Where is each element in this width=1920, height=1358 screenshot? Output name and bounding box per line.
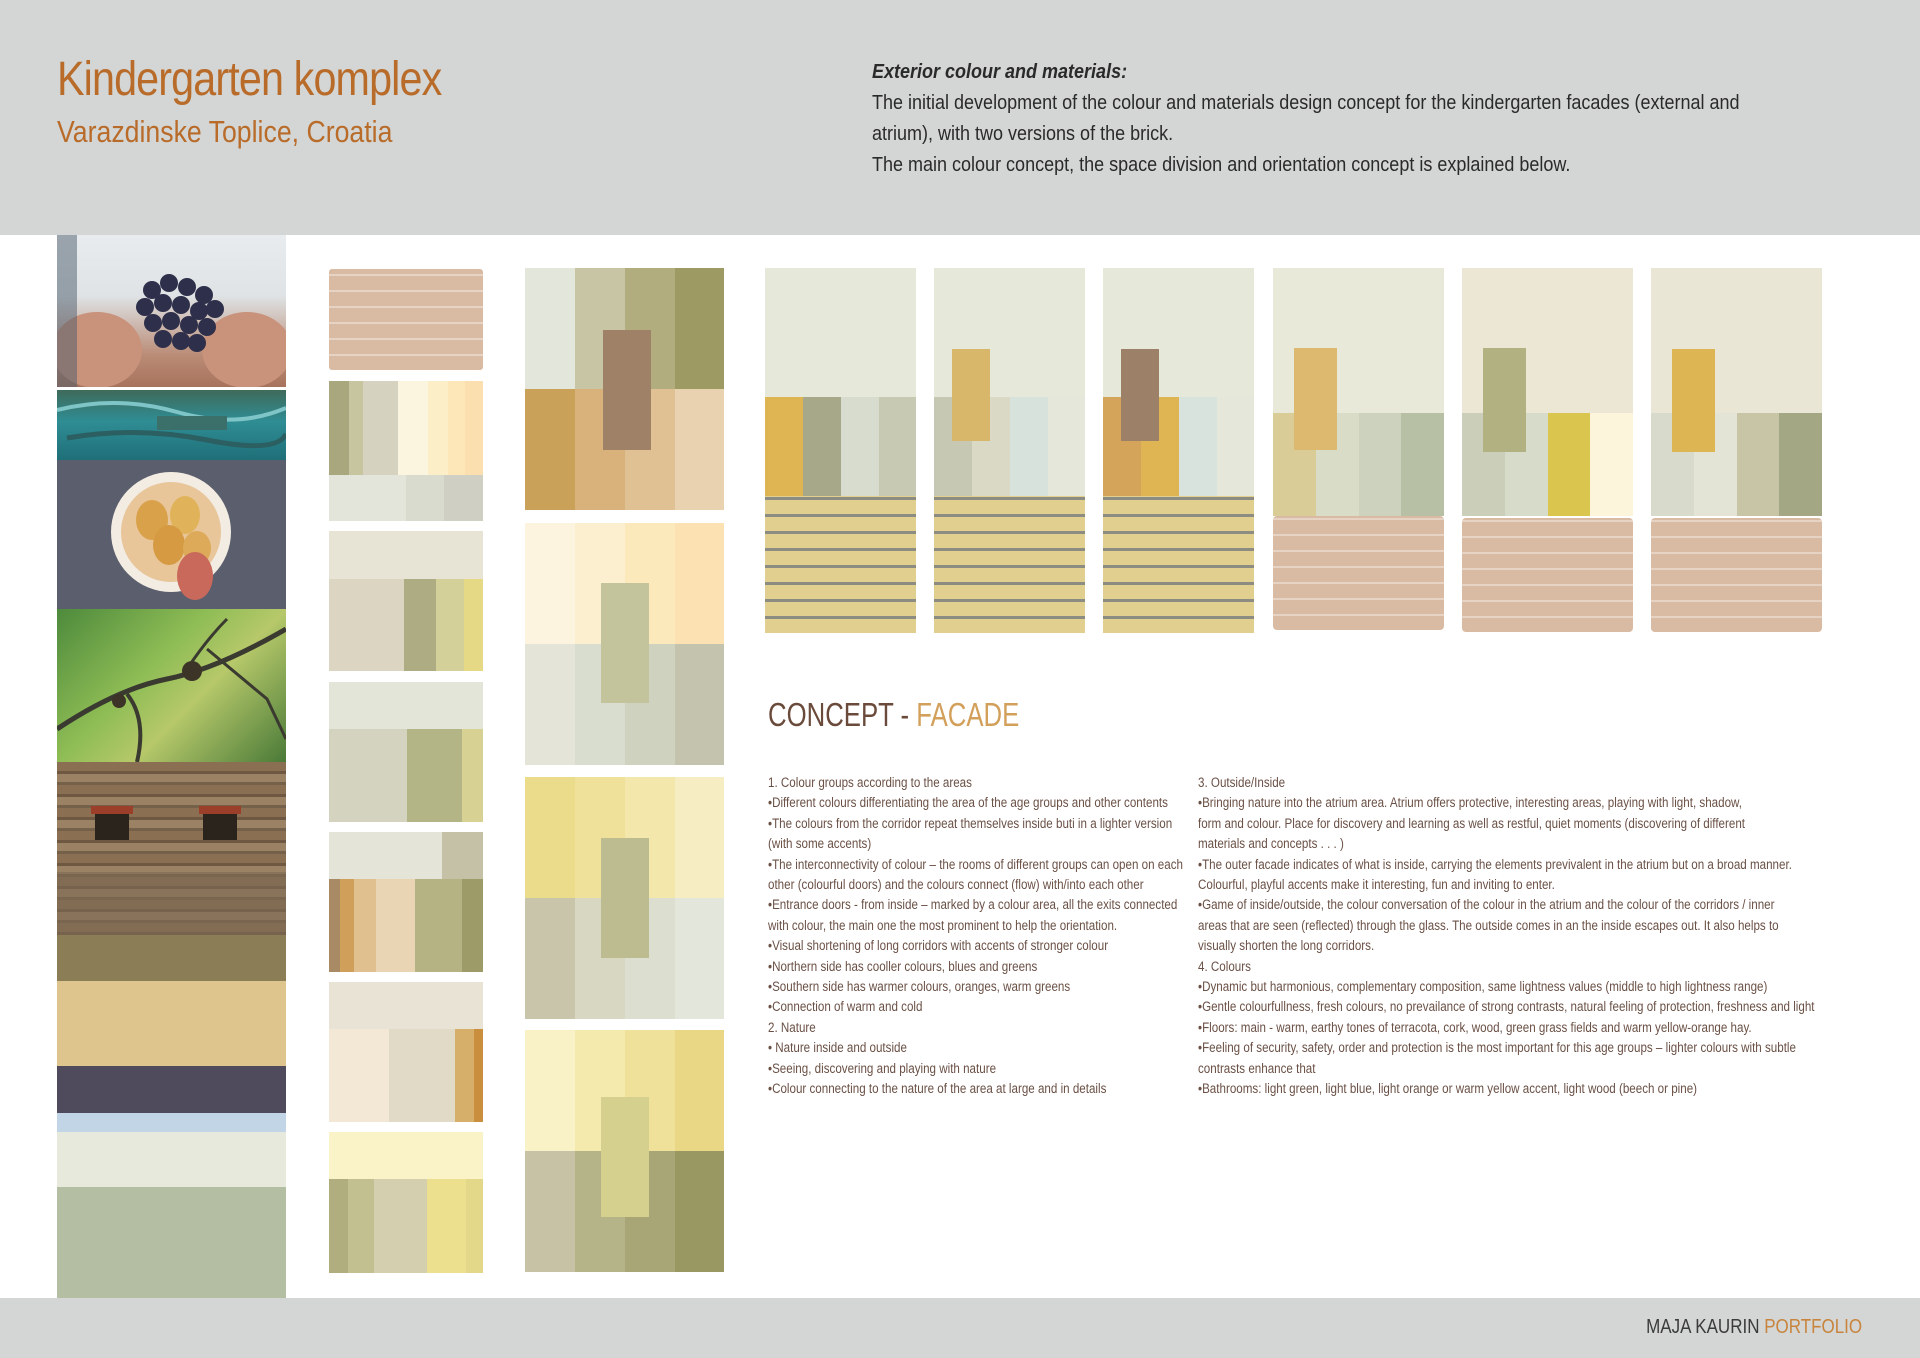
note-line: •The colours from the corridor repeat themselves inside buti in a lighter version — [768, 815, 1173, 831]
door-accent — [601, 583, 649, 703]
note-line: contrasts enhance that — [1198, 1060, 1316, 1076]
facade-variant-3 — [1103, 268, 1254, 633]
facade-variant-1 — [765, 268, 916, 633]
note-line: other (colourful doors) and the colours connect (flow) with/into each other — [768, 877, 1144, 893]
mood-strip-mist — [57, 1132, 286, 1187]
door-accent — [1672, 349, 1715, 452]
intro-text — [872, 57, 1772, 181]
mood-column — [57, 235, 286, 1298]
mood-strip-plum — [57, 1066, 286, 1113]
brick-yellow — [934, 496, 1085, 633]
door-scheme-2 — [525, 523, 724, 765]
note-line: 1. Colour groups according to the areas — [768, 775, 972, 790]
note-line: •Colour connecting to the nature of the area at large and in details — [768, 1081, 1107, 1097]
brick-sample-pale — [329, 269, 483, 370]
note-line: •The outer facade indicates of what is inside, carrying the elements previvalent in the atrium but on a broad manner. — [1198, 856, 1792, 872]
footer-band — [0, 1298, 1920, 1358]
note-line: •Southern side has warmer colours, oranges, warm greens — [768, 979, 1071, 995]
intro-line: The initial development of the colour and materials design concept for the kindergarten facades (external and — [872, 92, 1740, 114]
concept-heading — [768, 696, 1019, 734]
facade-variant-4 — [1273, 268, 1444, 630]
swatch-card-1 — [329, 381, 483, 521]
brick-pale — [1651, 518, 1822, 632]
intro-heading: Exterior colour and materials: — [872, 61, 1128, 83]
door-accent — [1483, 348, 1526, 452]
pears-icon — [57, 460, 286, 609]
facade-variant-6 — [1651, 268, 1822, 632]
note-line: •Visual shortening of long corridors with accents of stronger colour — [768, 938, 1109, 954]
note-line: 2. Nature — [768, 1019, 816, 1035]
mood-strip-sage — [57, 1187, 286, 1298]
river-photo — [57, 390, 286, 460]
note-line: •Northern side has cooller colours, blues and greens — [768, 958, 1038, 974]
water-icon — [57, 390, 286, 460]
door-accent — [952, 349, 990, 441]
note-line: with colour, the main one the most prominent to help the orientation. — [768, 917, 1118, 933]
note-line: Colourful, playful accents make it interesting, fun and inviting to enter. — [1198, 877, 1555, 893]
brick-pale — [1462, 518, 1633, 632]
footer-name: MAJA KAURIN — [1645, 1316, 1760, 1338]
door-scheme-4 — [525, 1030, 724, 1272]
swatch-card-6 — [329, 1132, 483, 1273]
note-line: (with some accents) — [768, 836, 872, 852]
note-line: form and colour. Place for discovery and learning as well as restful, quiet moments (discovering of different — [1198, 815, 1746, 831]
note-line: materials and concepts . . . ) — [1198, 836, 1344, 852]
branch-icon — [57, 609, 286, 762]
note-line: • Nature inside and outside — [768, 1040, 907, 1056]
windows-icon — [57, 762, 286, 935]
note-line: •Bringing nature into the atrium area. Atrium offers protective, interesting areas, playing with light, shadow, — [1198, 795, 1743, 811]
concept-notes-left — [768, 773, 1183, 1100]
note-line: •Feeling of security, safety, order and protection is the most important for this age groups – lighter colours with subtle — [1198, 1040, 1796, 1056]
facade-variant-5 — [1462, 268, 1633, 632]
door-accent — [601, 1097, 649, 1217]
header-band — [0, 0, 1920, 235]
page-title: Kindergarten komplex — [57, 53, 442, 106]
brick-yellow — [765, 496, 916, 633]
door-accent — [1121, 349, 1159, 441]
footer-accent: PORTFOLIO — [1764, 1316, 1862, 1338]
note-line: •The interconnectivity of colour – the rooms of different groups can open on each — [768, 856, 1183, 872]
note-line: •Gentle colourfullness, fresh colours, no prevailance of strong contrasts, natural feeling of protection, freshness and light — [1198, 999, 1815, 1015]
note-line: •Entrance doors - from inside – marked by a colour area, all the exits connected — [768, 897, 1178, 913]
door-scheme-3 — [525, 777, 724, 1019]
stone-wall-photo — [57, 762, 286, 935]
intro-line: atrium), with two versions of the brick. — [872, 123, 1174, 145]
note-line: •Game of inside/outside, the colour conversation of the colour in the atrium and the colour of the corridors / inner — [1198, 897, 1775, 913]
concept-title-accent: FACADE — [916, 696, 1020, 733]
swatch-card-5 — [329, 982, 483, 1122]
note-line: areas that are seen (reflected) through the glass. The outside comes in an the inside escapes out. It also helps to — [1198, 917, 1779, 933]
note-line: 3. Outside/Inside — [1198, 775, 1286, 790]
note-line: •Connection of warm and cold — [768, 999, 923, 1015]
mood-strip-sand — [57, 981, 286, 1066]
brick-pale — [1273, 516, 1444, 630]
door-accent — [603, 330, 651, 450]
grapes-photo — [57, 235, 286, 387]
pears-photo — [57, 460, 286, 609]
note-line: •Seeing, discovering and playing with nature — [768, 1060, 997, 1076]
swatch-card-4 — [329, 832, 483, 972]
intro-line: The main colour concept, the space division and orientation concept is explained below. — [872, 154, 1571, 176]
grapes-icon — [57, 235, 286, 387]
note-line: 4. Colours — [1198, 958, 1251, 974]
note-line: •Floors: main - warm, earthy tones of terracota, cork, wood, green grass fields and warm yellow-orange hay. — [1198, 1019, 1752, 1035]
mood-strip-olive — [57, 935, 286, 981]
swatch-card-3 — [329, 682, 483, 822]
note-line: •Different colours differentiating the area of the age groups and other contents — [768, 795, 1168, 811]
brick-yellow — [1103, 496, 1254, 633]
facade-variant-2 — [934, 268, 1085, 633]
swatch-card-2 — [329, 531, 483, 671]
mood-strip-sky — [57, 1113, 286, 1132]
door-accent — [1294, 348, 1337, 450]
concept-title-main: CONCEPT - — [768, 696, 917, 733]
footer-credit — [1646, 1316, 1862, 1339]
note-line: •Bathrooms: light green, light blue, light orange or warm yellow accent, light wood (beech or pine) — [1198, 1081, 1698, 1097]
door-scheme-1 — [525, 268, 724, 510]
note-line: •Dynamic but harmonious, complementary composition, same lightness values (middle to high lightness range) — [1198, 979, 1768, 995]
concept-notes-right — [1198, 773, 1815, 1100]
page-subtitle: Varazdinske Toplice, Croatia — [57, 114, 393, 149]
branch-photo — [57, 609, 286, 762]
door-accent — [601, 838, 649, 958]
note-line: visually shorten the long corridors. — [1198, 938, 1375, 954]
